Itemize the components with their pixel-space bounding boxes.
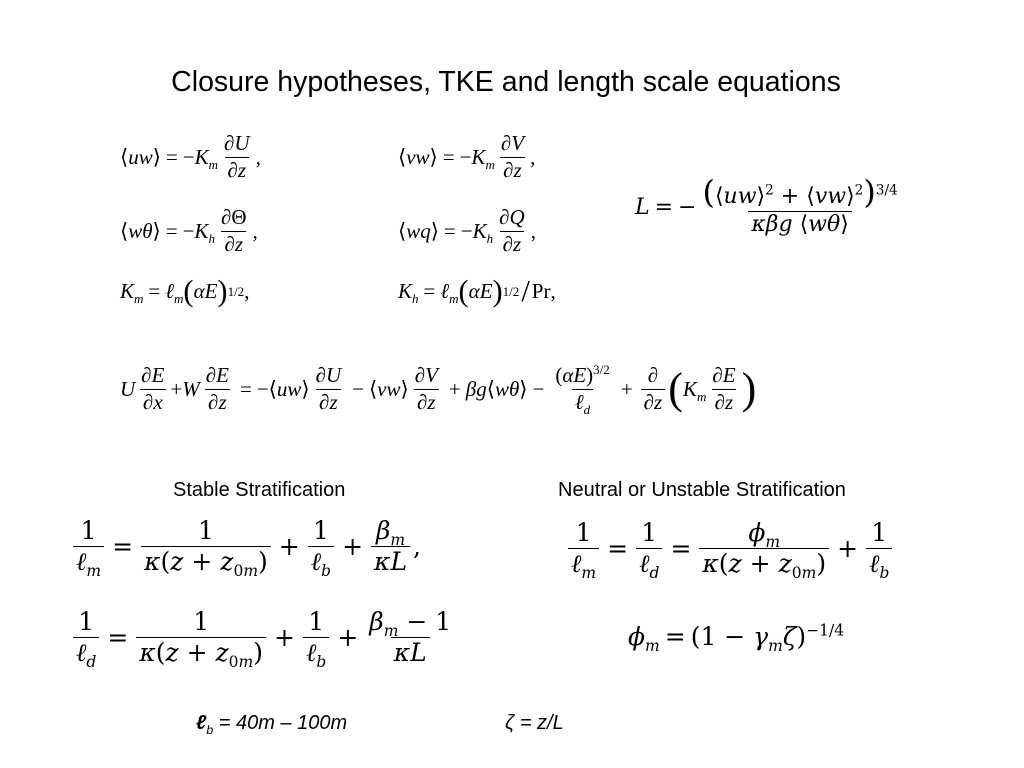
equation-phi-m: $\phi_m$ = $(1 - \gamma_m\zeta)^{-1/4}$: [628, 621, 845, 655]
lb-subscript: b: [206, 723, 214, 737]
equation-ld-stable: $\frac{1}{\ell_d}$ = $\frac{1}{\kappa(z + z_{0m})}$ + $\frac{1}{\ell_b}$ + $\frac{\beta_m - 1}{\kappa L}$: [70, 608, 457, 667]
stable-stratification-label: Stable Stratification: [173, 479, 346, 501]
lb-symbol: ℓ: [196, 712, 207, 734]
equation-lm-neutral: $\frac{1}{\ell_m}$ = $\frac{1}{\ell_d}$ = $\frac{\phi_m}{\kappa(z + z_{0m})}$ + $\frac{1}{\ell_b}$: [565, 519, 895, 578]
equation-kh: $K_h$ = ℓ$_m$ ( αE ) 1/2 / Pr ,: [398, 274, 556, 308]
equation-km: $K_m$ = ℓ$_m$ ( αE ) 1/2 ,: [120, 274, 250, 308]
neutral-unstable-label: Neutral or Unstable Stratification: [558, 479, 846, 501]
equation-vw-flux: ⟨vw⟩ = $-K_m$ $\frac{\partial V}{\partial z}$ ,: [398, 131, 536, 182]
equation-tke: U $\frac{\partial E}{\partial x}$ +W $\frac{\partial E}{\partial z}$ = −⟨uw⟩ $\frac{\partial U}{\partial z}$ − ⟨vw⟩ $\frac{\partial V}{\partial z}$ + βg⟨wθ⟩ − $\frac{(\alpha E)^{3/2}}{\ell_d}$ + $\frac{\partial}{\partial z}$ ( $K_m$ $\frac{\partial E}{\partial z}$ ): [120, 362, 757, 417]
lb-range-text: = 40m – 100m: [213, 712, 348, 734]
zeta-definition-note: ζ = z/L: [505, 712, 564, 734]
equation-obukhov-length: L = − $\frac{(⟨uw⟩^2 + ⟨vw⟩^2)^{3/4}}{\text{κβg ⟨wθ⟩}}$: [635, 173, 898, 237]
equation-wtheta-flux: ⟨wθ⟩ = $-K_h$ $\frac{\partial\Theta}{\partial z}$ ,: [120, 205, 258, 256]
equation-wq-flux: ⟨wq⟩ = $-K_h$ $\frac{\partial Q}{\partial z}$ ,: [398, 205, 536, 256]
slide-title: Closure hypotheses, TKE and length scale equations: [171, 66, 841, 98]
equation-lm-stable: $\frac{1}{\ell_m}$ = $\frac{1}{\kappa(z + z_{0m})}$ + $\frac{1}{\ell_b}$ + $\frac{\beta_m}{\kappa L}$ ,: [70, 517, 421, 576]
equation-uw-flux: ⟨uw⟩ = $-K_m$ $\frac{\partial U}{\partial z}$ ,: [120, 131, 261, 182]
lb-range-note: [196, 712, 347, 735]
